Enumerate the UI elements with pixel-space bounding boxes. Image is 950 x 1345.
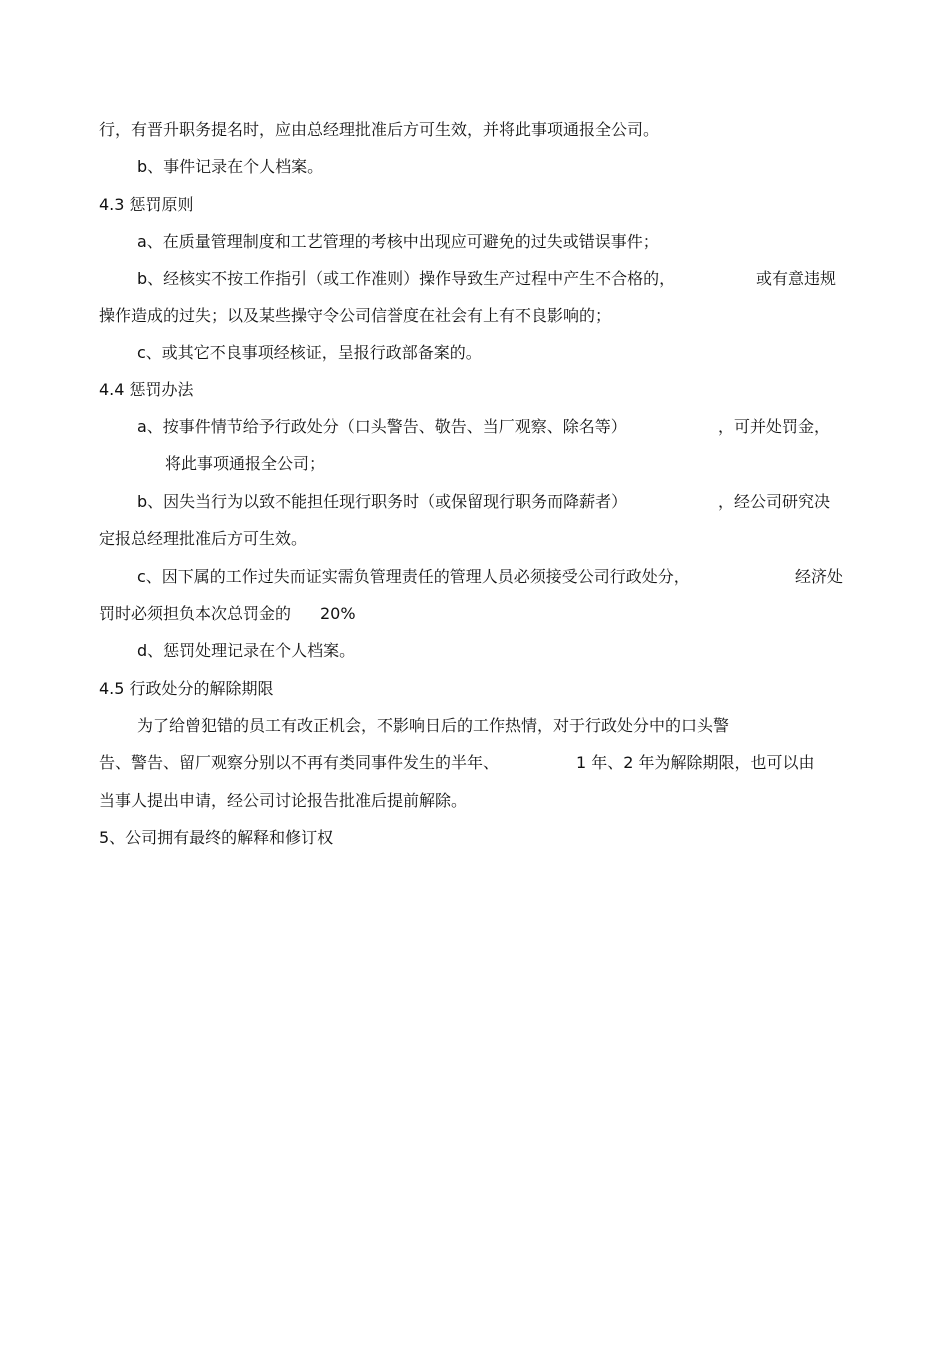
text-line	[99, 119, 659, 141]
text-span: b、事件记录在个人档案。	[137, 157, 324, 176]
text-line	[137, 156, 323, 178]
text-span: ，可并处罚金，	[718, 417, 831, 436]
text-span: 4.5 行政处分的解除期限	[99, 679, 274, 698]
text-span: a、在质量管理制度和工艺管理的考核中出现应可避免的过失或错误事件；	[137, 232, 659, 251]
text-span: d、惩罚处理记录在个人档案。	[137, 641, 356, 660]
text-span: 经济处	[795, 567, 844, 586]
text-span: c、或其它不良事项经核证，呈报行政部备案的。	[137, 343, 482, 362]
text-line	[576, 752, 815, 774]
text-line	[137, 640, 355, 662]
text-span: 当事人提出申请，经公司讨论报告批准后提前解除。	[99, 791, 468, 810]
text-span: b、经核实不按工作指引（或工作准则）操作导致生产过程中产生不合格的，	[137, 269, 676, 288]
section-heading-4-5	[99, 678, 274, 700]
text-line	[99, 790, 467, 812]
text-line	[165, 453, 325, 475]
text-line	[718, 416, 830, 438]
text-span: 5、公司拥有最终的解释和修订权	[99, 828, 334, 847]
text-span: a、按事件情节给予行政处分（口头警告、敬告、当厂观察、除名等）	[137, 417, 627, 436]
text-span: 为了给曾犯错的员工有改正机会，不影响日后的工作热情，对于行政处分中的口头警	[137, 716, 730, 735]
text-line	[137, 231, 659, 253]
text-line	[99, 528, 307, 550]
text-span: 20%	[320, 604, 356, 623]
text-span: b、因失当行为以致不能担任现行职务时（或保留现行职务而降薪者）	[137, 492, 628, 511]
text-span: 4.3 惩罚原则	[99, 195, 194, 214]
text-line	[137, 715, 729, 737]
text-line	[99, 305, 611, 327]
text-span: ，经公司研究决	[718, 492, 831, 511]
text-line	[137, 566, 690, 588]
section-heading-4-4	[99, 379, 194, 401]
text-line	[137, 491, 627, 513]
text-line	[99, 752, 499, 774]
text-span: 1 年、2 年为解除期限，也可以由	[576, 753, 815, 772]
text-span: 将此事项通报全公司；	[165, 454, 326, 473]
text-line	[756, 268, 836, 290]
text-span: 告、警告、留厂观察分别以不再有类同事件发生的半年、	[99, 753, 500, 772]
text-line	[99, 603, 291, 625]
text-line	[137, 342, 482, 364]
text-span: 定报总经理批准后方可生效。	[99, 529, 308, 548]
text-line	[320, 603, 356, 625]
section-heading-4-3	[99, 194, 194, 216]
text-line	[137, 416, 627, 438]
section-heading-5	[99, 827, 333, 849]
text-span: 罚时必须担负本次总罚金的	[99, 604, 292, 623]
text-span: 4.4 惩罚办法	[99, 380, 194, 399]
text-line	[718, 491, 830, 513]
text-span: c、因下属的工作过失而证实需负管理责任的管理人员必须接受公司行政处分，	[137, 567, 690, 586]
text-line	[795, 566, 843, 588]
text-span: 行，有晋升职务提名时，应由总经理批准后方可生效，并将此事项通报全公司。	[99, 120, 660, 139]
text-line	[137, 268, 675, 290]
text-span: 或有意违规	[756, 269, 837, 288]
text-span: 操作造成的过失；以及某些操守令公司信誉度在社会有上有不良影响的；	[99, 306, 612, 325]
